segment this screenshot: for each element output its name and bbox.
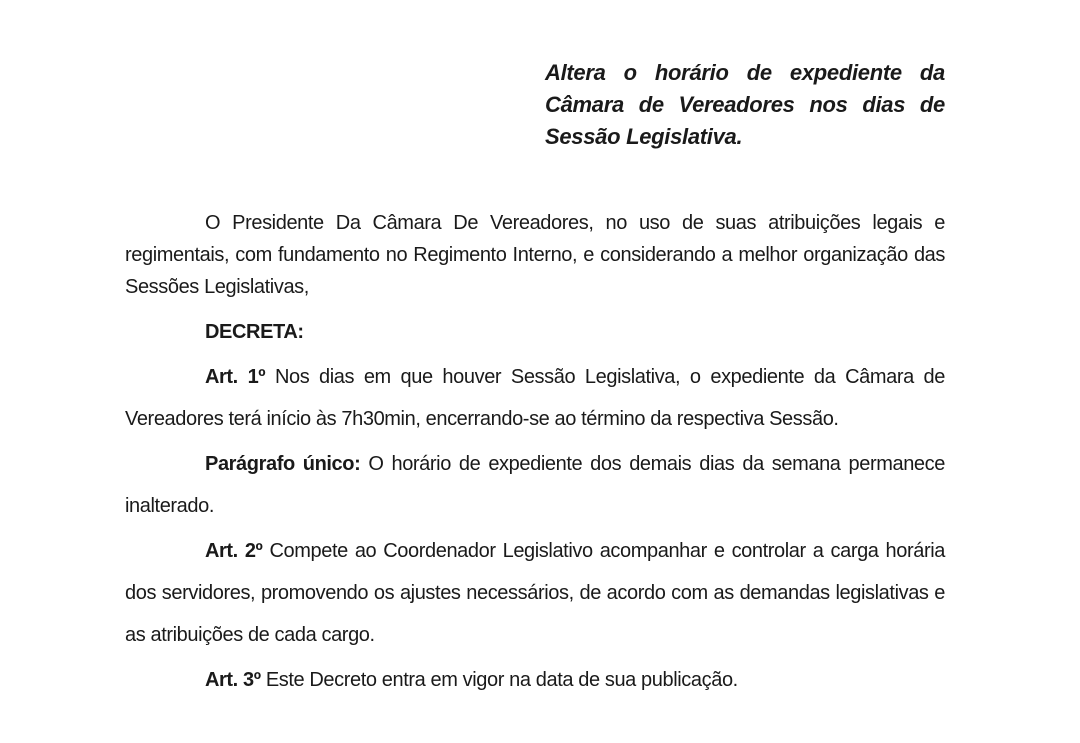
paragraph-lead: Art. 2º xyxy=(205,540,263,562)
paragraph-article xyxy=(125,530,945,656)
paragraph-article xyxy=(125,356,945,440)
paragraph-lead: Parágrafo único: xyxy=(205,453,361,475)
paragraph-preamble xyxy=(125,207,945,303)
paragraph-article xyxy=(125,659,945,701)
paragraph-article xyxy=(125,443,945,527)
paragraph-lead: Art. 1º xyxy=(205,366,266,388)
paragraph-text: Nos dias em que houver Sessão Legislativa, o expediente da Câmara de Vereadores terá início às 7h30min, encerrando-se ao término da respectiva Sessão. xyxy=(125,366,945,430)
paragraph-lead: DECRETA: xyxy=(205,321,304,343)
paragraph-heading xyxy=(125,311,945,353)
epigraph-line: Câmara de Vereadores nos dias de xyxy=(545,92,945,117)
paragraph-text: Compete ao Coordenador Legislativo acompanhar e controlar a carga horária dos servidores, promovendo os ajustes necessários, de acordo com as demandas legislativas e as atribuições de cada cargo. xyxy=(125,540,945,646)
paragraph-text: Este Decreto entra em vigor na data de sua publicação. xyxy=(265,669,738,691)
epigraph-line: Sessão Legislativa. xyxy=(545,124,743,149)
document-body xyxy=(125,207,945,701)
paragraph-text: O horário de expediente dos demais dias da semana permanece inalterado. xyxy=(125,453,945,517)
epigraph-line: Altera o horário de expediente da xyxy=(545,60,945,85)
epigraph xyxy=(545,57,945,153)
paragraph-text: O Presidente Da Câmara De Vereadores, no uso de suas atribuições legais e regimentais, com fundamento no Regimento Interno, e considerando a melhor organização das Sessões Legislativas, xyxy=(125,212,945,298)
paragraph-lead: Art. 3º xyxy=(205,669,261,691)
